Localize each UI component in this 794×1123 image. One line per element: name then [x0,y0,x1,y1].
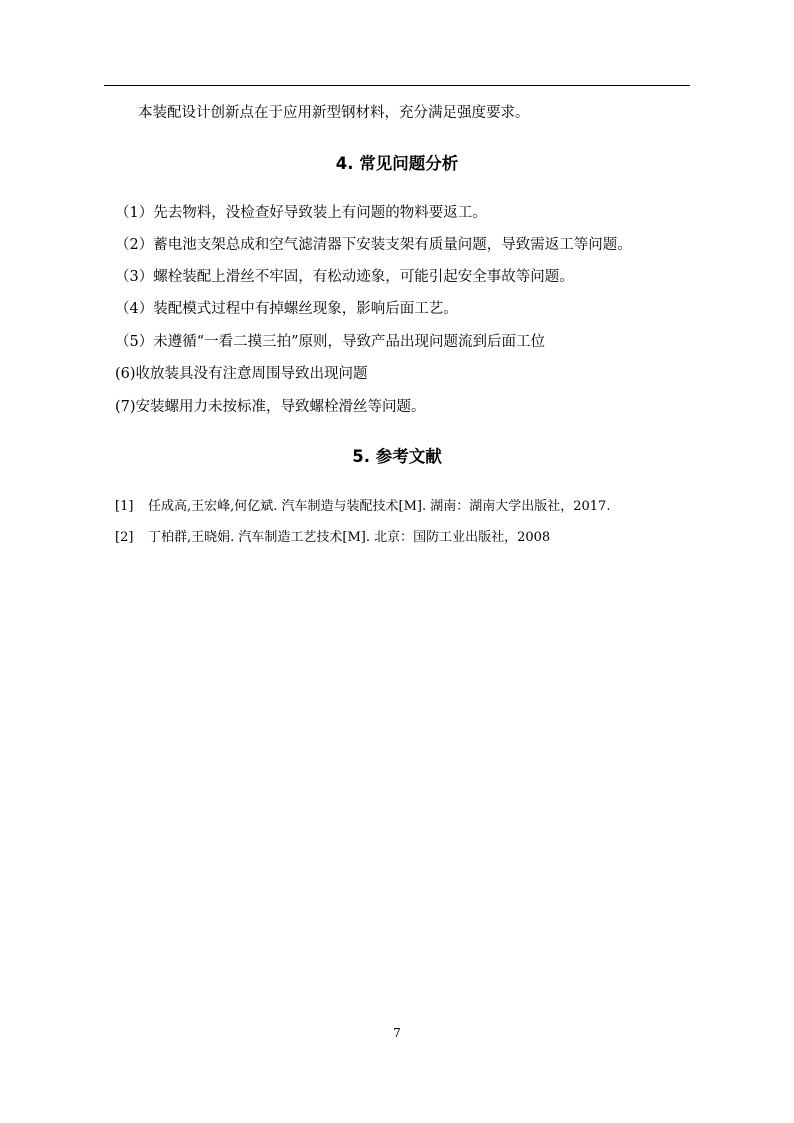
reference-number: [1] [115,499,134,514]
list-item-text: 未遵循“一看二摸三拍”原则，导致产品出现问题流到后面工位 [153,334,546,350]
section-5-heading: 5. 参考文献 [352,447,442,466]
page-number: 7 [393,1026,401,1040]
section-4-heading: 4. 常见问题分析 [335,154,459,173]
list-item-text: 蓄电池支架总成和空气滤清器下安装支架有质量问题，导致需返工等问题。 [153,237,632,253]
list-item [115,201,487,222]
list-item-text: 安装螺用力未按标准，导致螺栓滑丝等问题。 [135,399,426,415]
list-item-number: (7) [115,399,136,415]
list-item-text: 螺栓装配上滑丝不牢固，有松动迹象，可能引起安全事故等问题。 [153,269,574,285]
list-item-number: (6) [115,366,136,382]
list-item [115,265,574,286]
list-item [115,233,632,254]
reference-item [115,526,550,545]
list-item-number: （3） [115,269,154,285]
list-item-number: （5） [115,334,154,350]
reference-text: 丁柏群,王晓娟. 汽车制造工艺技术[M]. 北京：国防工业出版社，2008 [148,530,551,545]
list-item [115,297,458,318]
reference-text: 任成高,王宏峰,何亿斌. 汽车制造与装配技术[M]. 湖南：湖南大学出版社，2017. [148,499,611,514]
list-item-number: （4） [115,301,154,317]
list-item-text: 先去物料，没检查好导致装上有问题的物料要返工。 [153,205,487,221]
intro-paragraph: 本装配设计创新点在于应用新型钢材料，充分满足强度要求。 [138,105,530,121]
list-item [115,330,545,351]
reference-number: [2] [115,530,134,545]
list-item-text: 装配模式过程中有掉螺丝现象，影响后面工艺。 [153,301,458,317]
list-item [115,362,368,383]
list-item-number: （1） [115,205,154,221]
header-rule [104,85,690,86]
list-item-text: 收放装具没有注意周围导致出现问题 [135,366,368,382]
reference-item [115,495,610,514]
list-item-number: （2） [115,237,154,253]
list-item [115,395,426,416]
